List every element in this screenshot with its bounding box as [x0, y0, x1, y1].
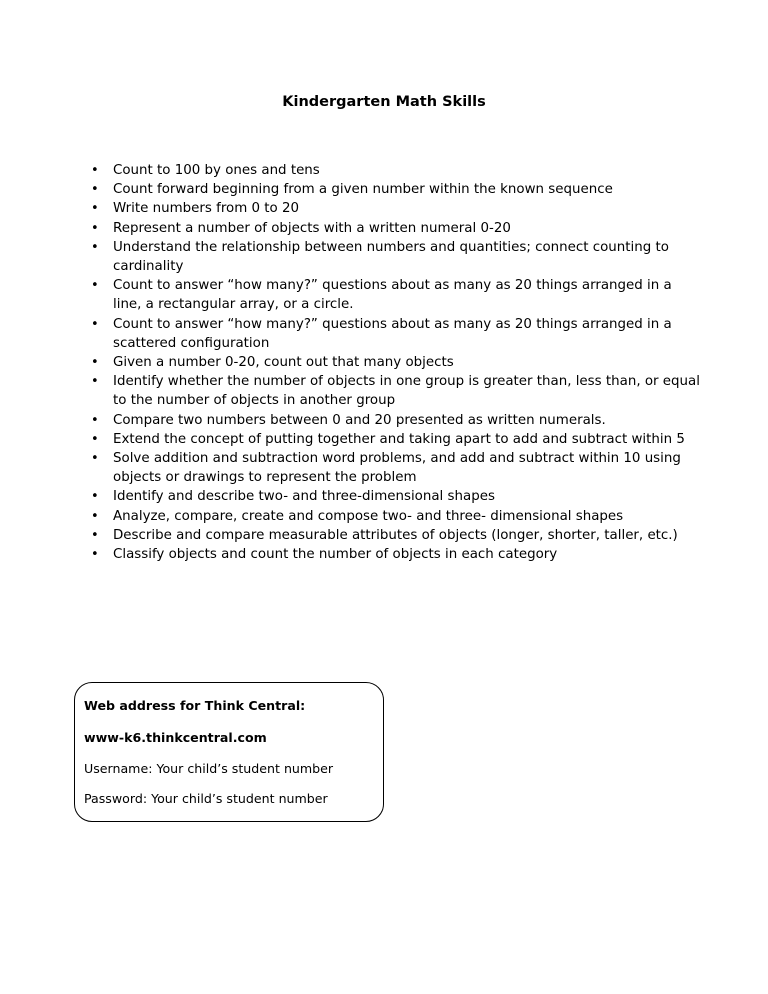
think-central-info-box — [74, 682, 384, 822]
skill-text: Understand the relationship between numbers and quantities; connect counting to cardinality — [113, 239, 669, 275]
list-item — [91, 526, 701, 545]
password-line: Password: Your child’s student number — [84, 791, 328, 806]
skill-text: Describe and compare measurable attributes of objects (longer, shorter, taller, etc.) — [113, 527, 678, 543]
list-item — [91, 199, 701, 218]
bullet-icon: • — [91, 412, 99, 428]
skill-text: Represent a number of objects with a written numeral 0-20 — [113, 220, 511, 236]
bullet-icon: • — [91, 182, 99, 198]
bullet-icon: • — [91, 316, 99, 332]
think-central-url: www-k6.thinkcentral.com — [84, 730, 267, 745]
list-item — [91, 238, 701, 276]
list-item — [91, 411, 701, 430]
bullet-icon: • — [91, 163, 99, 178]
skill-text: Identify and describe two- and three-dimensional shapes — [113, 489, 495, 505]
skill-text: Given a number 0-20, count out that many objects — [113, 355, 454, 371]
bullet-icon: • — [91, 527, 99, 543]
skill-text: Identify whether the number of objects in one group is greater than, less than, or equal to the number of objects in another group — [113, 374, 700, 409]
skill-text: Classify objects and count the number of objects in each category — [113, 547, 558, 563]
list-item — [91, 353, 701, 372]
skill-text: Count to 100 by ones and tens — [113, 163, 320, 178]
skill-text: Write numbers from 0 to 20 — [113, 201, 300, 217]
list-item — [91, 161, 701, 180]
page-title: Kindergarten Math Skills — [282, 94, 486, 110]
bullet-icon: • — [91, 201, 99, 217]
list-item — [91, 372, 701, 410]
bullet-icon: • — [91, 239, 99, 255]
bullet-icon: • — [91, 220, 99, 236]
bullet-icon: • — [91, 508, 99, 524]
skill-text: Count to answer “how many?” questions about as many as 20 things arranged in a line, a rectangular array, or a circle. — [113, 278, 672, 313]
bullet-icon: • — [91, 431, 99, 447]
list-item — [91, 180, 701, 199]
list-item — [91, 487, 701, 506]
list-item — [91, 449, 701, 487]
skill-text: Count forward beginning from a given number within the known sequence — [113, 182, 613, 198]
bullet-icon: • — [91, 278, 99, 294]
list-item — [91, 315, 701, 353]
skill-text: Count to answer “how many?” questions about as many as 20 things arranged in a scattered configuration — [113, 316, 672, 351]
bullet-icon: • — [91, 489, 99, 505]
skill-text: Extend the concept of putting together and taking apart to add and subtract within 5 — [113, 431, 685, 447]
skills-list — [91, 161, 701, 564]
skill-text: Solve addition and subtraction word problems, and add and subtract within 10 using objects or drawings to represent the problem — [113, 451, 681, 486]
bullet-icon: • — [91, 451, 99, 467]
info-box-heading: Web address for Think Central: — [84, 698, 306, 713]
bullet-icon: • — [91, 355, 99, 371]
bullet-icon: • — [91, 547, 99, 563]
list-item — [91, 545, 701, 564]
list-item — [91, 219, 701, 238]
bullet-icon: • — [91, 374, 99, 390]
skill-text: Analyze, compare, create and compose two- and three- dimensional shapes — [113, 508, 624, 524]
username-line: Username: Your child’s student number — [84, 761, 334, 776]
list-item — [91, 276, 701, 314]
list-item — [91, 507, 701, 526]
list-item — [91, 430, 701, 449]
skill-text: Compare two numbers between 0 and 20 presented as written numerals. — [113, 412, 606, 428]
